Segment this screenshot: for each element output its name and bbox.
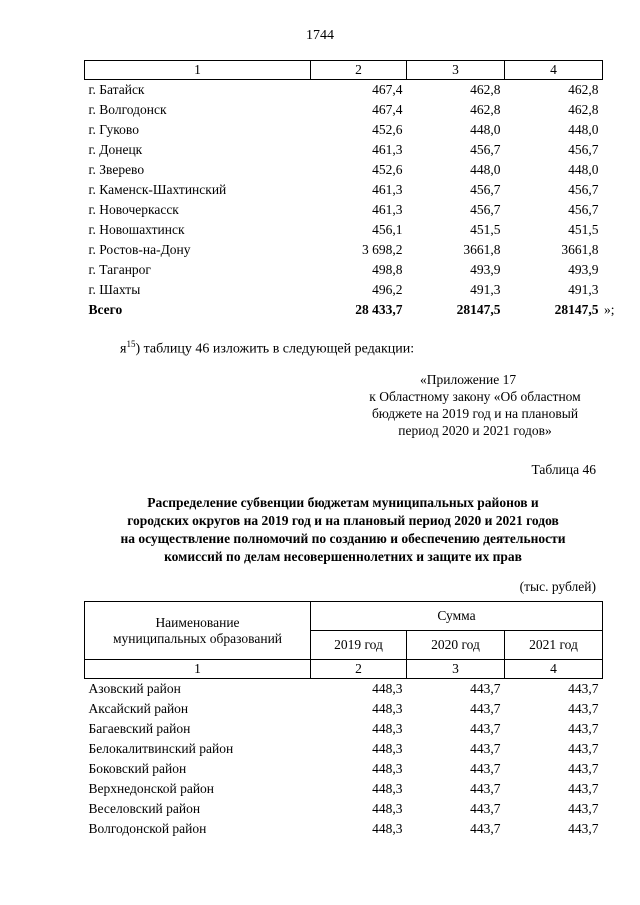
table-row [85,679,603,700]
amount-2019: 461,3 [372,142,403,157]
municipality-name: г. Новошахтинск [88,222,185,237]
table-row [85,120,603,140]
amount-2021: 443,7 [568,701,599,716]
amount-2020: 443,7 [470,801,501,816]
amount-2019: 448,3 [372,701,403,716]
municipality-name: Аксайский район [88,701,189,716]
amendment-instruction [120,339,414,358]
table-row [85,180,603,200]
amount-2020: 443,7 [470,681,501,696]
amount-2021: 443,7 [568,801,599,816]
amount-2021: 456,7 [568,182,599,197]
amount-2019: 452,6 [372,162,403,177]
amount-2019: 448,3 [372,801,403,816]
footnote-mark: 15 [126,339,136,349]
municipality-name: г. Новочеркасск [88,202,179,217]
amount-2020: 456,7 [470,142,501,157]
amount-2020: 456,7 [470,182,501,197]
amount-2019: 3 698,2 [362,242,403,257]
amount-2020: 443,7 [470,761,501,776]
table-row [85,240,603,260]
total-2020: 28147,5 [456,302,501,317]
amount-2020: 493,9 [470,262,501,277]
table-row [85,220,603,240]
amount-2019: 456,1 [372,222,403,237]
amount-2020: 448,0 [470,162,501,177]
column-index-2: 2 [311,660,407,679]
municipality-name: Волгодонской район [88,821,207,836]
column-index-2: 2 [311,61,407,80]
municipality-name: Веселовский район [88,801,201,816]
amount-2021: 3661,8 [561,242,599,257]
table-row [85,719,603,739]
amount-2019: 448,3 [372,761,403,776]
total-label: Всего [88,302,123,317]
amount-2021: 462,8 [568,102,599,117]
amount-2021: 443,7 [568,741,599,756]
amount-2019: 448,3 [372,821,403,836]
municipality-name: г. Каменск-Шахтинский [88,182,227,197]
table-title [84,494,602,566]
title-line-3: на осуществление полномочий по созданию и обеспечению деятельности [120,531,566,546]
municipal-subvention-table-continued [84,60,603,320]
municipality-name: г. Ростов-на-Дону [88,242,191,257]
table-row [85,759,603,779]
municipality-name: г. Таганрог [88,262,151,277]
amount-2019: 496,2 [372,282,403,297]
amount-2021: 451,5 [568,222,599,237]
municipality-name: Багаевский район [88,721,191,736]
amount-2020: 448,0 [470,122,501,137]
name-header-line-1: Наименование [155,614,240,630]
amount-2021: 491,3 [568,282,599,297]
amount-2020: 443,7 [470,701,501,716]
amount-2021: 448,0 [568,122,599,137]
amount-2020: 462,8 [470,102,501,117]
appendix-line-1: «Приложение 17 [420,372,517,387]
table-row [85,260,603,280]
column-index-3: 3 [407,660,505,679]
instruction-text: ) таблицу 46 изложить в следующей редакции: [135,341,415,357]
table-row [85,140,603,160]
municipality-name: Верхнедонской район [88,781,215,796]
municipality-name: Белокалитвинский район [88,741,234,756]
table-row [85,80,603,101]
amount-2019: 467,4 [372,82,403,97]
sum-column-header: Сумма [311,602,603,631]
name-column-header [85,602,311,660]
table-row [85,200,603,220]
amount-2019: 461,3 [372,182,403,197]
amount-2019: 498,8 [372,262,403,277]
amount-2021: 443,7 [568,821,599,836]
table-row [85,280,603,300]
index-header-row [85,660,603,679]
title-line-1: Распределение субвенции бюджетам муниципальных районов и [147,495,539,510]
closing-quote: »; [604,302,615,317]
municipality-name: г. Донецк [88,142,143,157]
amount-2021: 456,7 [568,202,599,217]
year-header-2020: 2020 год [407,631,505,660]
amount-2020: 443,7 [470,821,501,836]
table-row [85,100,603,120]
municipality-name: г. Волгодонск [88,102,167,117]
municipality-name: г. Батайск [88,82,145,97]
municipality-name: г. Шахты [88,282,141,297]
amount-2019: 448,3 [372,741,403,756]
title-line-4: комиссий по делам несовершеннолетних и защите их прав [164,549,522,564]
amount-2020: 462,8 [470,82,501,97]
amount-2019: 461,3 [372,202,403,217]
table-row [85,699,603,719]
page-number: 1744 [306,28,334,43]
total-2021: 28147,5 [554,302,599,317]
amount-2021: 462,8 [568,82,599,97]
amount-2020: 443,7 [470,721,501,736]
amount-2020: 443,7 [470,781,501,796]
amount-2019: 448,3 [372,721,403,736]
amount-2021: 443,7 [568,681,599,696]
amount-2021: 448,0 [568,162,599,177]
municipality-name: Боковский район [88,761,187,776]
amount-2019: 467,4 [372,102,403,117]
appendix-line-3: бюджете на 2019 год и на плановый [371,406,579,421]
name-header-line-2: муниципальных образований [112,630,283,646]
unit-label: (тыс. рублей) [519,579,596,594]
amount-2020: 451,5 [470,222,501,237]
commission-subvention-table [84,601,603,839]
year-header-2019: 2019 год [311,631,407,660]
table-row [85,739,603,759]
appendix-line-2: к Областному закону «Об областном [369,389,581,404]
amount-2019: 452,6 [372,122,403,137]
table-header-row [85,61,603,80]
year-header-2021: 2021 год [505,631,603,660]
total-row [85,300,603,320]
table-row [85,799,603,819]
amount-2020: 3661,8 [463,242,501,257]
appendix-heading [350,371,600,439]
appendix-line-4: период 2020 и 2021 годов» [398,423,552,438]
amount-2019: 448,3 [372,681,403,696]
column-index-1: 1 [85,61,311,80]
municipality-name: Азовский район [88,681,181,696]
table-row [85,779,603,799]
amount-2020: 491,3 [470,282,501,297]
amount-2021: 443,7 [568,781,599,796]
amount-2020: 443,7 [470,741,501,756]
amount-2020: 456,7 [470,202,501,217]
column-index-4: 4 [505,660,603,679]
table-caption: Таблица 46 [531,462,596,477]
amount-2021: 493,9 [568,262,599,277]
amount-2021: 443,7 [568,761,599,776]
amount-2021: 443,7 [568,721,599,736]
table-row [85,160,603,180]
column-index-1: 1 [85,660,311,679]
amount-2019: 448,3 [372,781,403,796]
table-row [85,819,603,839]
column-index-4: 4 [505,61,603,80]
column-index-3: 3 [407,61,505,80]
table-header-row [85,602,603,631]
table-body [85,679,603,840]
total-2019: 28 433,7 [355,302,403,317]
item-letter: я [120,341,127,357]
table-body [85,80,603,301]
title-line-2: городских округов на 2019 год и на плановый период 2020 и 2021 годов [127,513,559,528]
municipality-name: г. Зверево [88,162,145,177]
municipality-name: г. Гуково [88,122,139,137]
amount-2021: 456,7 [568,142,599,157]
